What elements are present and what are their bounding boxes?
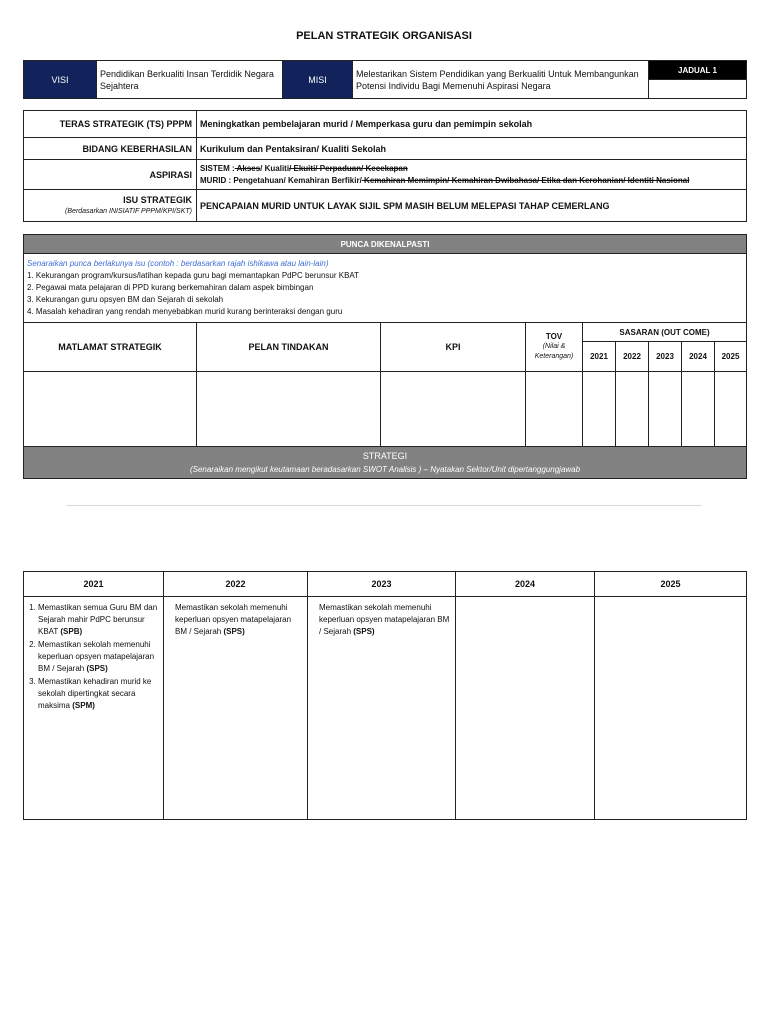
item-tag: (SPS) [86, 664, 108, 673]
plan-table [23, 234, 747, 479]
sistem-prefix: SISTEM : [200, 163, 235, 173]
bidang-label: BIDANG KEBERHASILAN [24, 138, 197, 160]
year-col-header: 2022 [164, 572, 308, 597]
year-2023-cell [308, 597, 456, 820]
item-text: Memastikan semua Guru BM dan Sejarah mahir PdPC berunsur KBAT [38, 603, 158, 636]
year-2021-cell [24, 597, 164, 820]
year-header: 2025 [715, 342, 747, 372]
punca-heading: PUNCA DIKENALPASTI [24, 235, 747, 254]
year-2021-list [28, 602, 159, 712]
year-table [23, 571, 747, 820]
target-cell [715, 372, 747, 447]
target-cell [583, 372, 616, 447]
jadual-empty-cell [649, 80, 747, 99]
item-text: Memastikan sekolah memenuhi keperluan opsyen matapelajaran BM / Sejarah [319, 603, 450, 636]
page-title: PELAN STRATEGIK ORGANISASI [296, 30, 472, 42]
isu-value: PENCAPAIAN MURID UNTUK LAYAK SIJIL SPM MASIH BELUM MELEPASI TAHAP CEMERLANG [197, 190, 747, 222]
visi-label: VISI [24, 61, 97, 99]
isu-label: ISU STRATEGIK [123, 194, 192, 205]
bidang-value: Kurikulum dan Pentaksiran/ Kualiti Sekolah [197, 138, 747, 160]
aspirasi-value [197, 160, 747, 190]
sistem-strike-1: Akses [234, 163, 261, 173]
punca-list [24, 254, 747, 323]
info-table [23, 110, 747, 222]
strategi-heading: STRATEGI [362, 450, 408, 461]
kpi-cell [381, 372, 526, 447]
item-text: Memastikan sekolah memenuhi keperluan opsyen matapelajaran BM / Sejarah [175, 603, 292, 636]
year-2022-cell [164, 597, 308, 820]
punca-item: 2. Pegawai mata pelajaran di PPD kurang berkemahiran dalam aspek bimbingan [27, 283, 314, 292]
year-header: 2022 [616, 342, 649, 372]
target-cell [682, 372, 715, 447]
tov-sub: (Nilai & Keterangan) [534, 343, 574, 360]
list-item [38, 602, 159, 638]
aspirasi-murid [200, 175, 746, 187]
strategi-bar [24, 447, 747, 479]
item-text: Memastikan kehadiran murid ke sekolah dipertingkat secara maksima [38, 677, 152, 710]
year-2024-cell [456, 597, 595, 820]
year-header: 2024 [682, 342, 715, 372]
pelan-header: PELAN TINDAKAN [197, 323, 381, 372]
year-header: 2023 [649, 342, 682, 372]
target-cell [649, 372, 682, 447]
tov-label: TOV [545, 332, 563, 341]
item-text: Memastikan sekolah memenuhi keperluan opsyen matapelajaran BM / Sejarah [38, 640, 155, 673]
sistem-strike-2: / Ekuiti/ Perpaduan/ Kecekapan [289, 163, 408, 173]
year-col-header: 2024 [456, 572, 595, 597]
isu-label-cell [24, 190, 197, 222]
visi-text: Pendidikan Berkualiti Insan Terdidik Negara Sejahtera [97, 61, 283, 99]
punca-item: 4. Masalah kehadiran yang rendah menyebabkan murid kurang berinteraksi dengan guru [27, 307, 343, 316]
list-item [38, 639, 159, 675]
aspirasi-sistem [200, 163, 746, 175]
aspirasi-label: ASPIRASI [24, 160, 197, 190]
item-tag: (SPS) [353, 627, 375, 636]
year-2025-cell [595, 597, 747, 820]
matlamat-cell [24, 372, 197, 447]
target-cell [616, 372, 649, 447]
punca-hint: Senaraikan punca berlakunya isu (contoh : berdasarkan rajah ishikawa atau lain-lain) [27, 259, 329, 268]
misi-text: Melestarikan Sistem Pendidikan yang Berkualiti Untuk Membangunkan Potensi Individu Bagi Memenuhi Aspirasi Negara [353, 61, 649, 99]
misi-label: MISI [283, 61, 353, 99]
murid-strike: Kemahiran Memimpin/ Kemahiran Dwibahasa/ Etika dan Kerohanian/ Identiti Nasional [361, 175, 690, 185]
matlamat-header: MATLAMAT STRATEGIK [24, 323, 197, 372]
murid-prefix: MURID : Pengetahuan/ Kemahiran Berfikir/ [200, 175, 362, 185]
year-header: 2021 [583, 342, 616, 372]
item-tag: (SPM) [72, 701, 95, 710]
visi-misi-table [23, 60, 747, 99]
pelan-cell [197, 372, 381, 447]
item-tag: (SPS) [223, 627, 245, 636]
page-divider [66, 505, 702, 506]
sasaran-header: SASARAN (OUT COME) [583, 323, 747, 342]
jadual-label: JADUAL 1 [649, 61, 747, 80]
list-item [38, 676, 159, 712]
teras-value: Meningkatkan pembelajaran murid / Memperkasa guru dan pemimpin sekolah [197, 111, 747, 138]
punca-item: 3. Kekurangan guru opsyen BM dan Sejarah di sekolah [27, 295, 224, 304]
teras-label: TERAS STRATEGIK (TS) PPPM [24, 111, 197, 138]
item-tag: (SPB) [60, 627, 83, 636]
punca-item: 1. Kekurangan program/kursus/latihan kepada guru bagi memantapkan PdPC berunsur KBAT [27, 271, 360, 280]
year-col-header: 2023 [308, 572, 456, 597]
sistem-mid: / Kualiti [260, 163, 290, 173]
year-col-header: 2025 [595, 572, 747, 597]
tov-cell [526, 372, 583, 447]
kpi-header: KPI [381, 323, 526, 372]
tov-header [526, 323, 583, 372]
strategi-sub: (Senaraikan mengikut keutamaan beradasarkan SWOT Analisis ) – Nyatakan Sektor/Unit dipertanggungjawab [189, 464, 581, 474]
isu-sub: (Berdasarkan INISIATIF PPPM/KPI/SKT) [65, 207, 192, 215]
year-col-header: 2021 [24, 572, 164, 597]
